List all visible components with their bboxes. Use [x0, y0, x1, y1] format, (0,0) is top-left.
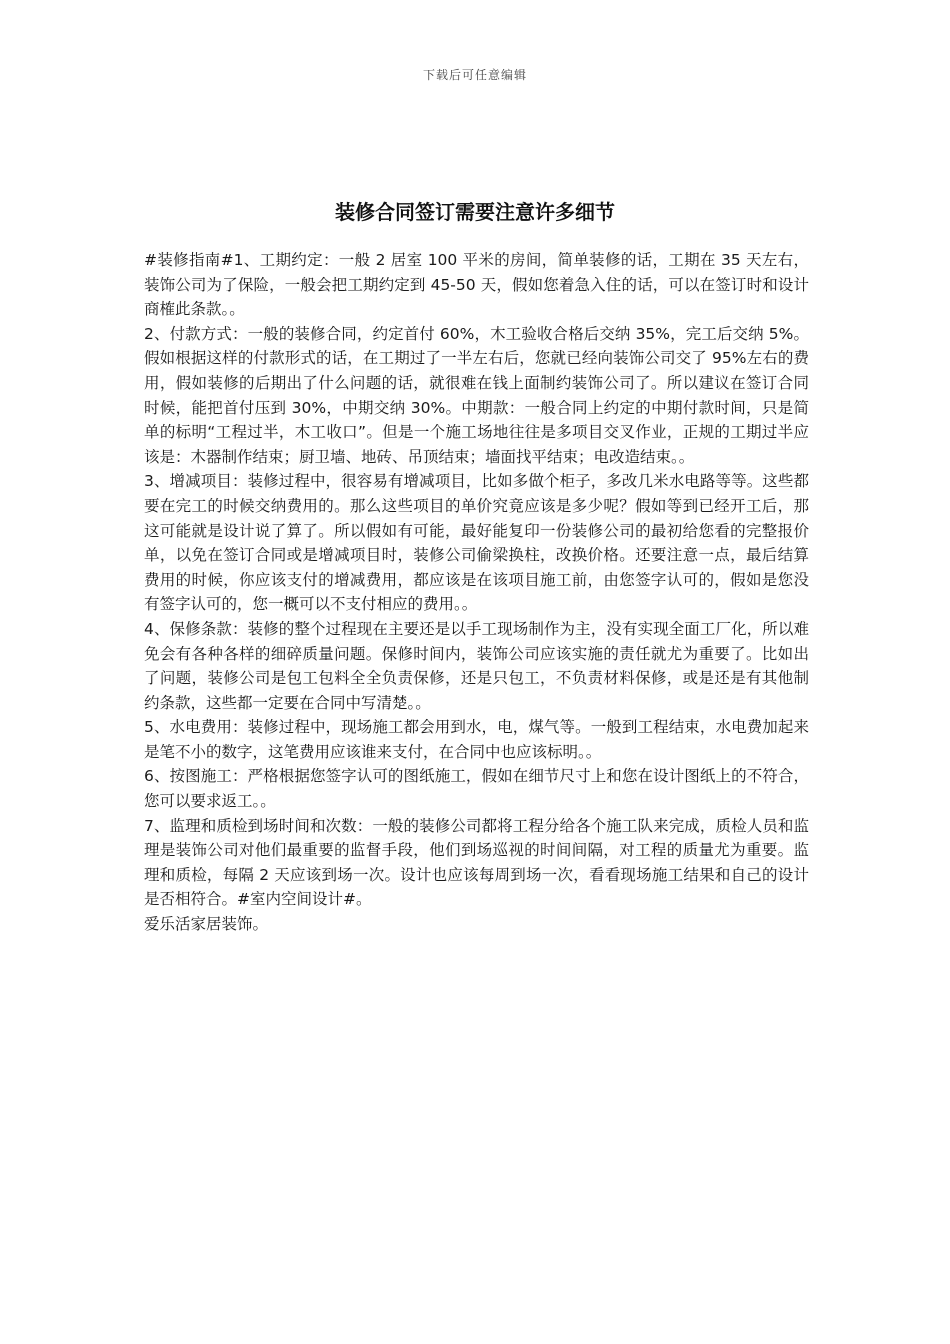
- header-note: 下载后可任意编辑: [422, 68, 527, 82]
- paragraph-supervision: 7、监理和质检到场时间和次数：一般的装修公司都将工程分给各个施工队来完成，质检人员和监理是装饰公司对他们最重要的监督手段，他们到场巡视的时间间隔，对工程的质量尤为重要。监理和质检，每隔 2 天应该到场一次。设计也应该每周到场一次，看看现场施工结果和自己的设计是否相符合。#室内空间设计#。: [144, 816, 809, 909]
- paragraph-schedule: #装修指南#1、工期约定：一般 2 居室 100 平米的房间，简单装修的话，工期在 35 天左右，装饰公司为了保险，一般会把工期约定到 45-50 天，假如您着急入住的话，可以在签订时和设计商榷此条款。。: [144, 251, 809, 319]
- paragraph-signature: 爱乐活家居装饰。: [144, 915, 269, 934]
- paragraph-construction-per-plan: 6、按图施工：严格根据您签字认可的图纸施工，假如在细节尺寸上和您在设计图纸上的不符合，您可以要求返工。。: [144, 767, 809, 811]
- paragraph-payment: 2、付款方式：一般的装修合同，约定首付 60%，木工验收合格后交纳 35%，完工后交纳 5%。假如根据这样的付款形式的话，在工期过了一半左右后，您就已经向装饰公司交了 95%左右的费用，假如装修的后期出了什么问题的话，就很难在钱上面制约装饰公司了。所以建议在签订合同时候，能把首付压到 30%，中期交纳 30%。中期款：一般合同上约定的中期付款时间，只是简单的标明“工程过半，木工收口”。但是一个施工场地往往是多项目交叉作业，正规的工期过半应该是：木器制作结束；厨卫墙、地砖、吊顶结束；墙面找平结束；电改造结束。。: [144, 324, 809, 466]
- document-title: 装修合同签订需要注意许多细节: [335, 200, 615, 224]
- document-body: [144, 248, 809, 937]
- paragraph-utilities: 5、水电费用：装修过程中，现场施工都会用到水，电，煤气等。一般到工程结束，水电费加起来是笔不小的数字，这笔费用应该谁来支付，在合同中也应该标明。。: [144, 718, 809, 761]
- paragraph-warranty: 4、保修条款：装修的整个过程现在主要还是以手工现场制作为主，没有实现全面工厂化，所以难免会有各种各样的细碎质量问题。保修时间内，装饰公司应该实施的责任就尤为重要了。比如出了问题，装修公司是包工包料全全负责保修，还是只包工，不负责材料保修，或是还是有其他制约条款，这些都一定要在合同中写清楚。。: [144, 619, 809, 712]
- paragraph-additional-items: 3、增减项目：装修过程中，很容易有增减项目，比如多做个柜子，多改几米水电路等等。这些都要在完工的时候交纳费用的。那么这些项目的单价究竟应该是多少呢？假如等到已经开工后，那这可能就是设计说了算了。所以假如有可能，最好能复印一份装修公司的最初给您看的完整报价单，以免在签订合同或是增减项目时，装修公司偷梁换柱，改换价格。还要注意一点，最后结算费用的时候，你应该支付的增减费用，都应该是在该项目施工前，由您签字认可的，假如是您没有签字认可的，您一概可以不支付相应的费用。。: [144, 472, 809, 614]
